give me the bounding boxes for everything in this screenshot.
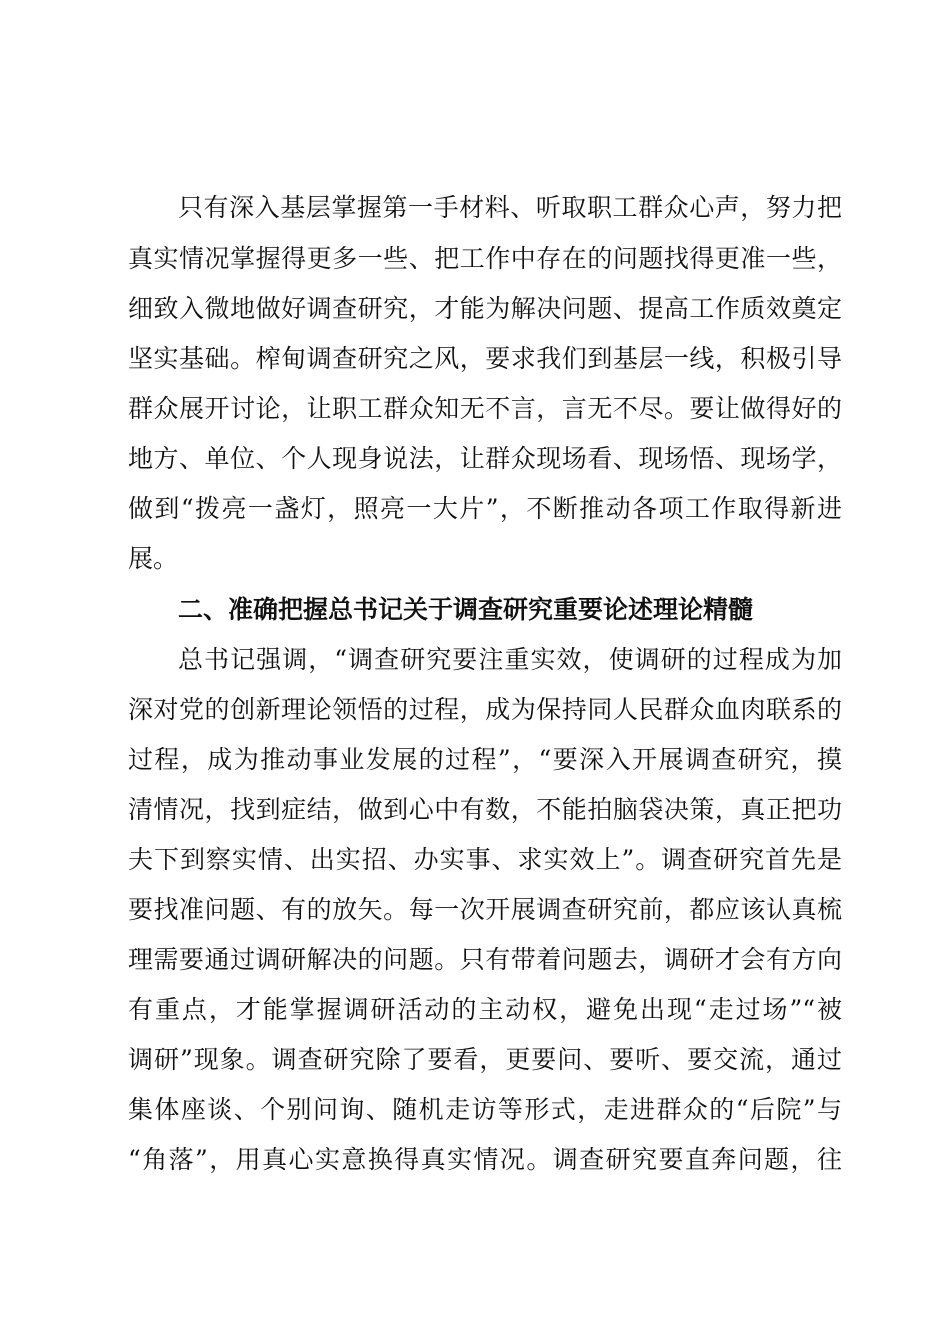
paragraph-2-line-2: 深对党的创新理论领悟的过程，成为保持同人民群众血肉联系的 [128, 695, 842, 724]
paragraph-2-line-8: 有重点，才能掌握调研活动的主动权，避免出现“走过场”“被 [128, 995, 842, 1024]
paragraph-1-line-2: 真实情况掌握得更多一些、把工作中存在的问题找得更准一些， [128, 244, 842, 273]
paragraph-2-line-4: 清情况，找到症结，做到心中有数，不能拍脑袋决策，真正把功 [128, 795, 842, 824]
paragraph-2-line-7: 理需要通过调研解决的问题。只有带着问题去，调研才会有方向 [128, 945, 842, 974]
paragraph-1-line-5: 群众展开讨论，让职工群众知无不言，言无不尽。要让做得好的 [128, 394, 842, 423]
paragraph-1-line-3: 细致入微地做好调查研究，才能为解决问题、提高工作质效奠定 [128, 294, 842, 323]
paragraph-1-line-8: 展。 [128, 544, 179, 573]
paragraph-2-line-10: 集体座谈、个别问询、随机走访等形式，走进群众的“后院”与 [128, 1095, 842, 1124]
paragraph-2-line-6: 要找准问题、有的放矢。每一次开展调查研究前，都应该认真梳 [128, 895, 842, 924]
paragraph-2-line-11: “角落”，用真心实意换得真实情况。调查研究要直奔问题，往 [128, 1145, 842, 1174]
section-heading: 二、准确把握总书记关于调查研究重要论述理论精髓 [178, 595, 754, 624]
paragraph-2-line-1: 总书记强调，“调查研究要注重实效，使调研的过程成为加 [178, 645, 842, 674]
paragraph-1-line-4: 坚实基础。榨甸调查研究之风，要求我们到基层一线，积极引导 [128, 344, 842, 373]
paragraph-1-line-1: 只有深入基层掌握第一手材料、听取职工群众心声，努力把 [178, 193, 842, 222]
paragraph-2-line-3: 过程，成为推动事业发展的过程”，“要深入开展调查研究，摸 [128, 745, 842, 774]
paragraph-2-line-5: 夫下到察实情、出实招、办实事、求实效上”。调查研究首先是 [128, 845, 842, 874]
paragraph-1-line-7: 做到“拨亮一盏灯，照亮一大片”，不断推动各项工作取得新进 [128, 494, 842, 523]
paragraph-1-line-6: 地方、单位、个人现身说法，让群众现场看、现场悟、现场学， [128, 444, 842, 473]
paragraph-2-line-9: 调研”现象。调查研究除了要看，更要问、要听、要交流，通过 [128, 1045, 842, 1074]
